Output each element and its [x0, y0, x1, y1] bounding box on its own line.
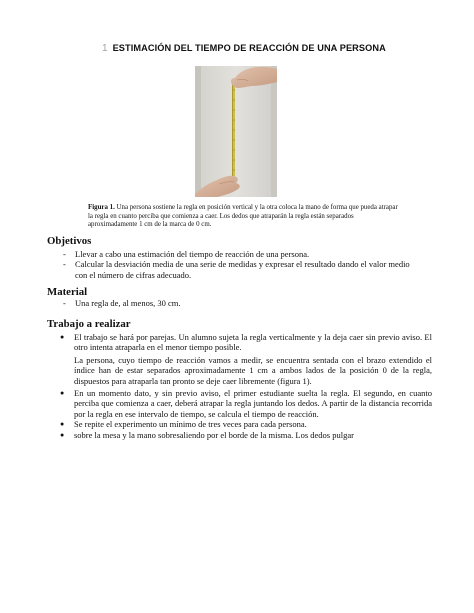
section-heading-material: Material [47, 286, 88, 298]
heading-number: 1 [102, 43, 108, 54]
ruler-experiment-photo [195, 66, 277, 197]
trabajo-bullet-4-text: sobre la mesa y la mano sobresaliendo por el borde de la misma. Los dedos pulgar [74, 430, 354, 440]
material-1: Una regla de, al menos, 30 cm. [75, 298, 181, 308]
bullet-icon: ● [60, 420, 65, 428]
list-item: - Calcular la desviación media de una serie de medidas y expresar el resultado dando el valor medio con el número de cifras adecuado. [63, 259, 418, 280]
section-heading-objetivos: Objetivos [47, 235, 92, 247]
document-title-row [102, 43, 442, 57]
section-heading-trabajo: Trabajo a realizar [47, 318, 131, 330]
list-item: - Una regla de, al menos, 30 cm. [63, 298, 418, 308]
material-list [63, 298, 418, 308]
trabajo-bullet-1 [60, 332, 432, 353]
document-title: ESTIMACIÓN DEL TIEMPO DE REACCIÓN DE UNA PERSONA [112, 43, 386, 53]
figure-photo [195, 66, 277, 197]
bullet-icon: ● [60, 431, 65, 439]
bullet-icon: ● [60, 333, 65, 341]
figure-label: Figura 1. [88, 204, 115, 211]
objetivo-1: Llevar a cabo una estimación del tiempo de reacción de una persona. [75, 249, 310, 259]
objetivos-list [63, 249, 418, 280]
list-item: - Llevar a cabo una estimación del tiempo de reacción de una persona. [63, 249, 418, 259]
figure-caption [88, 204, 404, 230]
trabajo-bullet-2 [60, 388, 432, 419]
trabajo-bullet-3-text: Se repite el experimento un mínimo de tres veces para cada persona. [74, 419, 307, 429]
bullet-icon: ● [60, 389, 65, 397]
trabajo-bullet-1-text: El trabajo se hará por parejas. Un alumno sujeta la regla verticalmente y la deja caer sin previo aviso. El otro intenta atraparla en el menor tiempo posible. [74, 332, 432, 353]
trabajo-paragraph: La persona, cuyo tiempo de reacción vamos a medir, se encuentra sentada con el brazo extendido el índice han de estar separados aproximadamente 1 cm a ambos lados de la posición 0 de la regla, dispuestos para atraparla tan pronto se deje caer libremente (figura 1). [74, 355, 432, 386]
objetivo-2: Calcular la desviación media de una serie de medidas y expresar el resultado dando el valor medio con el número de cifras adecuado. [75, 259, 410, 280]
trabajo-bullet-2-text: En un momento dato, y sin previo aviso, el primer estudiante suelta la regla. El segundo, en cuanto perciba que comienza a caer, deberá atrapar la regla juntando los dedos. A partir de la distancia recorrida por la regla en ese intervalo de tiempo, se calcula el tiempo de reacción. [74, 388, 432, 419]
trabajo-bullet-4 [60, 430, 432, 440]
figure-caption-text: Una persona sostiene la regla en posición vertical y la otra coloca la mano de forma que pueda atrapar la regla en cuanto perciba que comienza a caer. Los dedos que atraparán la regla están separados aproximadamente 1 cm de la marca de 0 cm. [88, 204, 398, 228]
trabajo-bullet-3 [60, 419, 432, 429]
